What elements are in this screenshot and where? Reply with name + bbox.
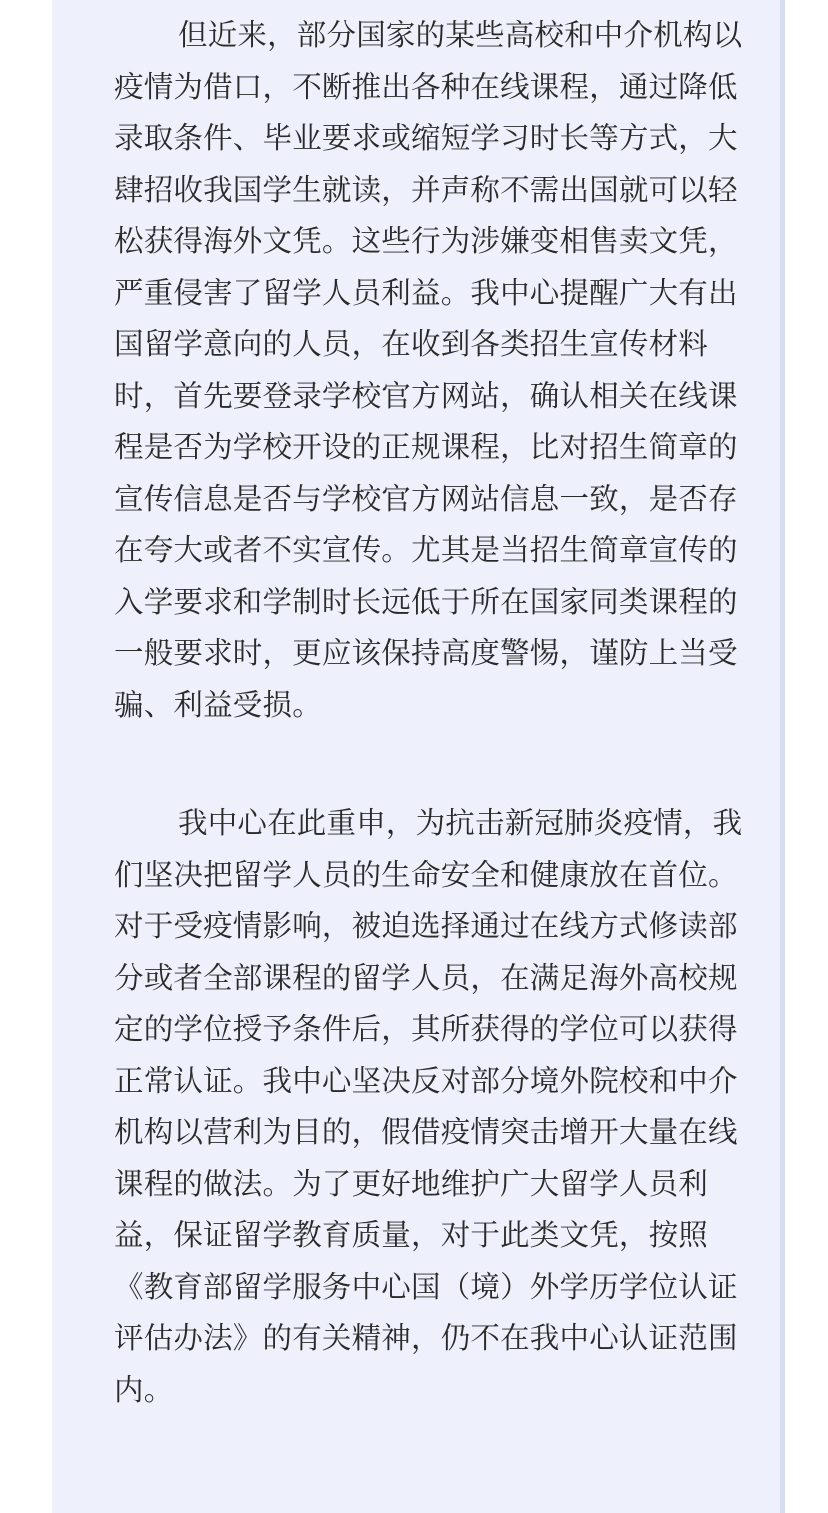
- text-line: 国留学意向的人员，在收到各类招生宣传材料: [114, 327, 709, 361]
- text-line: 入学要求和学制时长远低于所在国家同类课程的: [114, 584, 738, 619]
- text-line: 正常认证。我中心坚决反对部分境外院校和中介: [114, 1063, 738, 1098]
- text-line: 严重侵害了留学人员利益。我中心提醒广大有出: [114, 275, 738, 310]
- text-line: 益，保证留学教育质量，对于此类文凭，按照: [114, 1218, 709, 1252]
- article-body: [114, 10, 762, 1416]
- text-line: 对于受疫情影响，被迫选择通过在线方式修读部: [114, 909, 738, 943]
- text-line: 疫情为借口，不断推出各种在线课程，通过降低: [114, 69, 738, 104]
- text-line: 松获得海外文凭。这些行为涉嫌变相售卖文凭，: [114, 224, 738, 258]
- text-line: 我中心在此重申，为抗击新冠肺炎疫情，我: [178, 806, 743, 840]
- text-line: 课程的做法。为了更好地维护广大留学人员利: [114, 1166, 709, 1201]
- text-line: 录取条件、毕业要求或缩短学习时长等方式，大: [114, 121, 738, 155]
- paragraph-1: [114, 10, 762, 731]
- text-line: 肆招收我国学生就读，并声称不需出国就可以轻: [114, 172, 738, 207]
- text-line: 机构以营利为目的，假借疫情突击增开大量在线: [114, 1115, 738, 1149]
- text-line: 在夸大或者不实宣传。尤其是当招生简章宣传的: [114, 533, 738, 567]
- text-line: 《教育部留学服务中心国（境）外学历学位认证: [114, 1269, 738, 1304]
- text-line: 评估办法》的有关精神，仍不在我中心认证范围: [114, 1321, 738, 1355]
- text-line: 分或者全部课程的留学人员，在满足海外高校规: [114, 960, 738, 995]
- text-line: 骗、利益受损。: [114, 687, 322, 722]
- text-line: 内。: [114, 1372, 174, 1407]
- text-line: 定的学位授予条件后，其所获得的学位可以获得: [114, 1012, 738, 1046]
- text-line: 们坚决把留学人员的生命安全和健康放在首位。: [114, 857, 738, 892]
- paragraph-gap: [114, 731, 762, 798]
- text-line: 一般要求时，更应该保持高度警惕，谨防上当受: [114, 636, 738, 670]
- paragraph-2: [114, 798, 762, 1416]
- text-line: 时，首先要登录学校官方网站，确认相关在线课: [114, 378, 738, 413]
- text-line: 宣传信息是否与学校官方网站信息一致，是否存: [114, 481, 738, 516]
- text-line: 但近来，部分国家的某些高校和中介机构以: [178, 18, 743, 52]
- text-line: 程是否为学校开设的正规课程，比对招生简章的: [114, 430, 738, 464]
